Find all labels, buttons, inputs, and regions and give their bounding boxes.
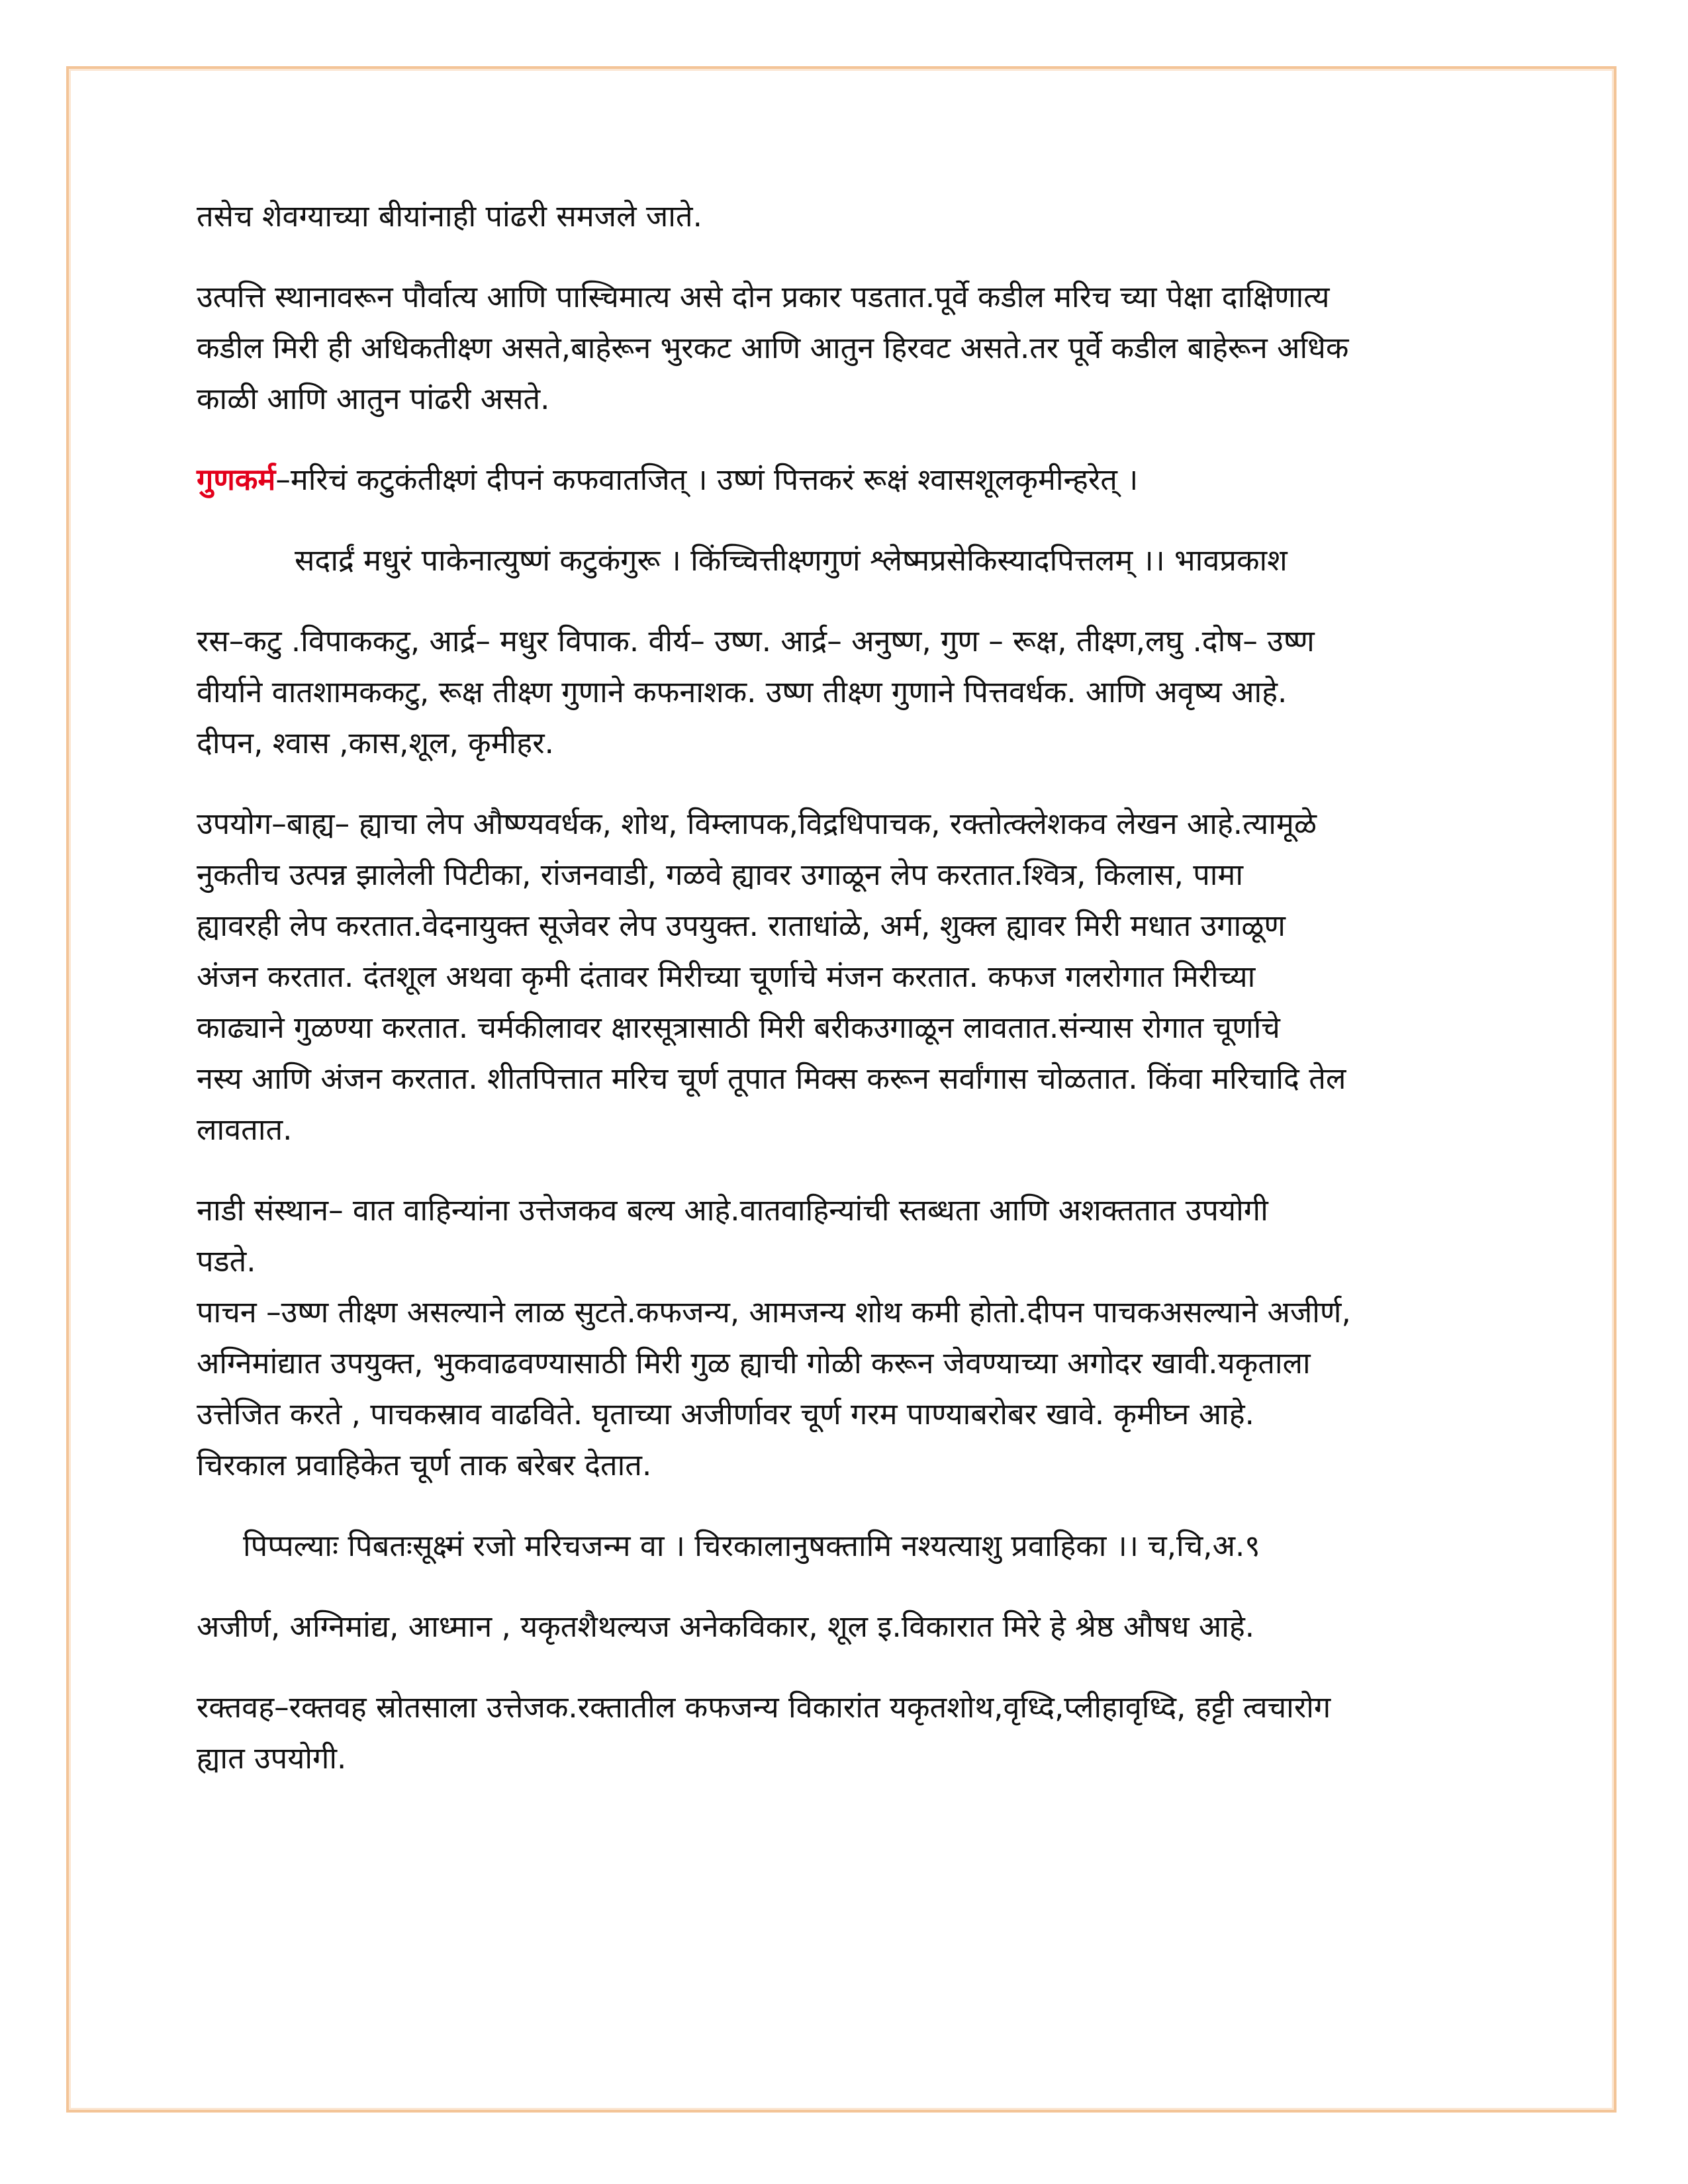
paragraph-raktavaha	[197, 1682, 1507, 1784]
text-line: काळी आणि आतुन पांढरी असते.	[197, 381, 550, 416]
text-line: काढ्याने गुळण्या करतात. चर्मकीलावर क्षारसूत्रासाठी मिरी बरीकउगाळून लावतात.संन्यास रोगात चूर्णाचे	[197, 1010, 1280, 1045]
text-line: लावतात.	[197, 1112, 293, 1147]
paragraph-pachan	[197, 1287, 1507, 1490]
paragraph-gunakarma	[197, 454, 1507, 505]
paragraph-shevga	[197, 191, 1507, 242]
verse-line: पिप्पल्याः पिबतःसूक्ष्मं रजो मरिचजन्म वा । चिरकालानुषक्तामि नश्यत्याशु प्रवाहिका ।। च,चि,अ.९	[243, 1528, 1260, 1563]
text-line: नुकतीच उत्पन्न झालेली पिटीका, रांजनवाडी, गळवे ह्यावर उगाळून लेप करतात.श्वित्र, किलास, पामा	[197, 857, 1243, 892]
verse-charaka	[197, 1520, 1507, 1571]
verse-bhavaprakash	[197, 535, 1507, 586]
text-line: नाडी संस्थान– वात वाहिन्यांना उत्तेजकव बल्य आहे.वातवाहिन्यांची स्तब्धता आणि अशक्ततात उपयोगी	[197, 1193, 1268, 1228]
section-label-gunakarma: गुणकर्म	[197, 462, 276, 497]
text-line: वीर्याने वातशामककटु, रूक्ष तीक्ष्ण गुणाने कफनाशक. उष्ण तीक्ष्ण गुणाने पित्तवर्धक. आणि अवृष्य आहे.	[197, 674, 1288, 709]
text-line: तसेच शेवग्याच्या बीयांनाही पांढरी समजले जाते.	[197, 199, 702, 234]
paragraph-nadi	[197, 1185, 1507, 1287]
text-line: ह्यावरही लेप करतात.वेदनायुक्त सूजेवर लेप उपयुक्त. राताधांळे, अर्म, शुक्ल ह्यावर मिरी मधात उगाळूण	[197, 908, 1286, 943]
text-line: रक्तवह–रक्तवह स्रोतसाला उत्तेजक.रक्तातील कफजन्य विकारांत यकृतशोथ,वृध्दि,प्लीहावृध्दि, हट्टी त्वचारोग	[197, 1690, 1331, 1725]
text-line: उपयोग–बाह्य– ह्याचा लेप औष्ण्यवर्धक, शोथ, विम्लापक,विद्रधिपाचक, रक्तोत्क्लेशकव लेखन आहे.त्यामूळे	[197, 806, 1317, 841]
text-line: ह्यात उपयोगी.	[197, 1741, 347, 1776]
text-line: अंजन करतात. दंतशूल अथवा कृमी दंतावर मिरीच्या चूर्णाचे मंजन करतात. कफज गलरोगात मिरीच्या	[197, 959, 1256, 994]
text-line: अजीर्ण, अग्निमांद्य, आध्मान , यकृतशैथल्यज अनेकविकार, शूल इ.विकारात मिरे हे श्रेष्ठ औषध आहे.	[197, 1609, 1255, 1644]
verse-line: सदार्द्रं मधुरं पाकेनात्युष्णं कटुकंगुरू । किंच्चित्तीक्ष्णगुणं श्लेष्मप्रसेकिस्यादपित्तलम् ।। भावप्रकाश	[295, 543, 1288, 578]
text-line: रस–कटु .विपाककटु, आर्द्र– मधुर विपाक. वीर्य– उष्ण. आर्द्र– अनुष्ण, गुण – रूक्ष, तीक्ष्ण,लघु .दोष– उष्ण	[197, 623, 1315, 659]
text-line: चिरकाल प्रवाहिकेत चूर्ण ताक बरेबर देतात.	[197, 1447, 652, 1482]
document-body	[197, 191, 1507, 1784]
text-line: अग्निमांद्यात उपयुक्त, भुकवाढवण्यासाठी मिरी गुळ ह्याची गोळी करून जेवण्याच्या अगोदर खावी.यकृताला	[197, 1345, 1311, 1381]
text-line: पडते.	[197, 1244, 256, 1279]
text-line: कडील मिरी ही अधिकतीक्ष्ण असते,बाहेरून भुरकट आणि आतुन हिरवट असते.तर पूर्वे कडील बाहेरून अधिक	[197, 330, 1349, 365]
text-line: उत्तेजित करते , पाचकस्राव वाढविते. घृताच्या अजीर्णावर चूर्ण गरम पाण्याबरोबर खावे. कृमीघ्न आहे.	[197, 1396, 1254, 1432]
text-line: पाचन –उष्ण तीक्ष्ण असल्याने लाळ सुटते.कफजन्य, आमजन्य शोथ कमी होतो.दीपन पाचकअसल्याने अजीर्ण,	[197, 1295, 1351, 1330]
paragraph-ajirna	[197, 1601, 1507, 1652]
paragraph-upayoga	[197, 798, 1507, 1155]
paragraph-utpatti	[197, 271, 1507, 424]
verse-line: –मरिचं कटुकंतीक्ष्णं दीपनं कफवातजित् । उष्णं पित्तकरं रूक्षं श्वासशूलकृमीन्हरेत् ।	[275, 462, 1139, 497]
text-line: दीपन, श्वास ,कास,शूल, कृमीहर.	[197, 725, 554, 760]
text-line: उत्पत्ति स्थानावरून पौर्वात्य आणि पास्चिमात्य असे दोन प्रकार पडतात.पूर्वे कडील मरिच च्या पेक्षा दाक्षिणात्य	[197, 279, 1330, 314]
paragraph-rasa	[197, 615, 1507, 768]
text-line: नस्य आणि अंजन करतात. शीतपित्तात मरिच चूर्ण तूपात मिक्स करून सर्वांगास चोळतात. किंवा मरिचादि तेल	[197, 1061, 1346, 1096]
